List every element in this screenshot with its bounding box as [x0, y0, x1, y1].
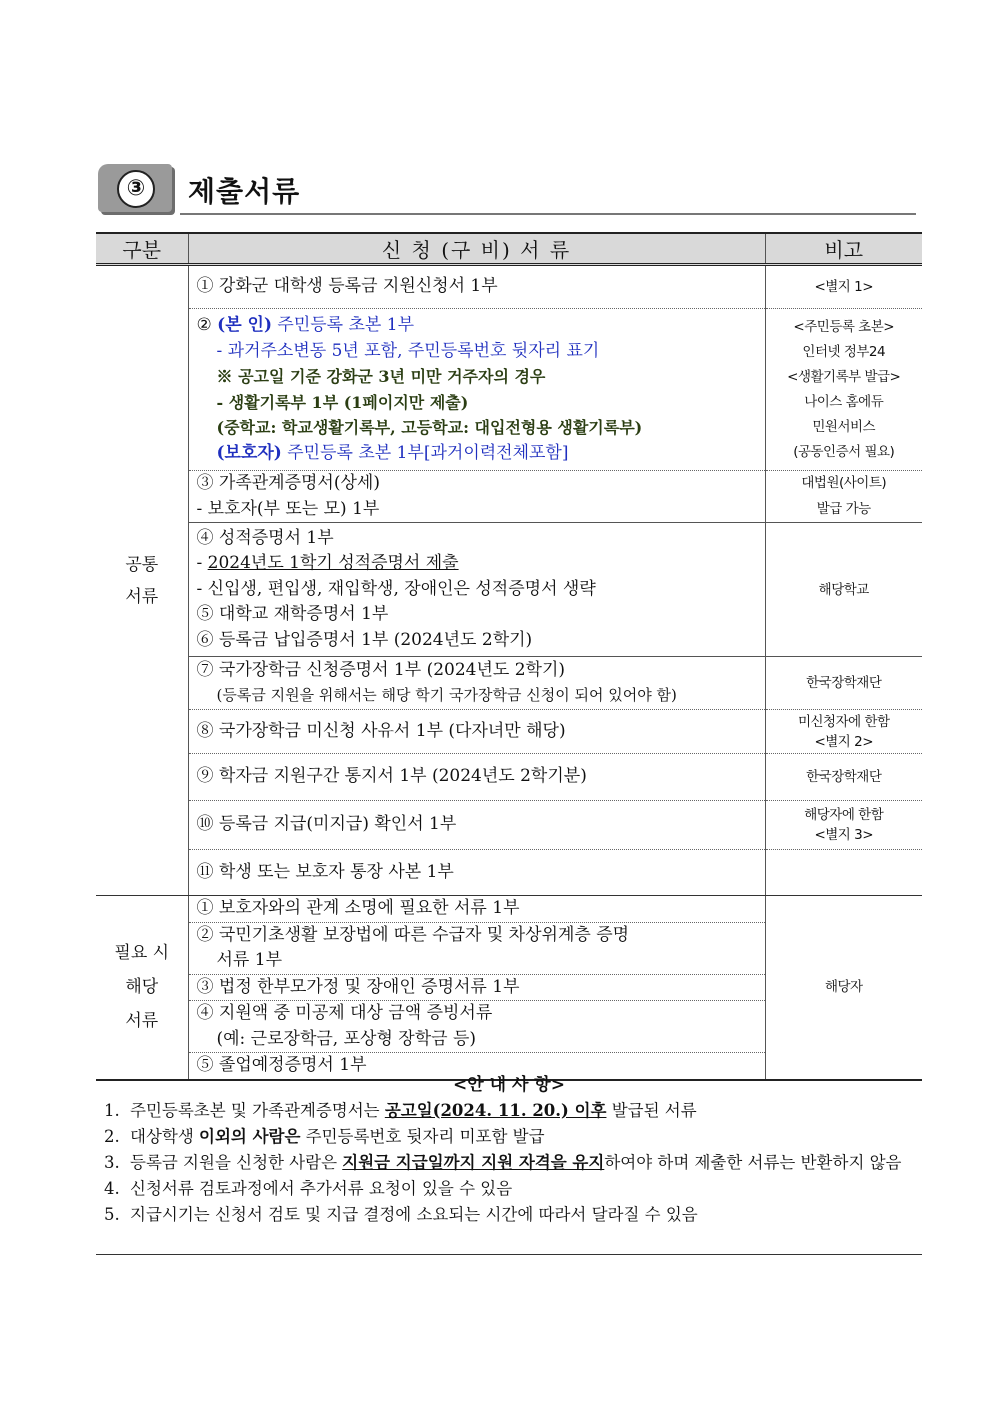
doc-application-form: ① 강화군 대학생 등록금 지원신청서 1부: [188, 265, 765, 309]
header-remarks: 비고: [765, 233, 922, 265]
table-row: [96, 523, 922, 657]
notice-list: [96, 1098, 922, 1228]
header-documents: 신 청 (구 비) 서 류: [188, 233, 765, 265]
section-number: ③: [117, 170, 155, 208]
doc-bankbook-copy: ⑪ 학생 또는 보호자 통장 사본 1부: [188, 850, 765, 896]
note-attachment-2: 미신청자에 한함 <별지 2>: [765, 710, 922, 754]
doc-expected-graduation: ⑤ 졸업예정증명서 1부: [188, 1053, 765, 1080]
doc-support-bracket-notice: ⑨ 학자금 지원구간 통지서 1부 (2024년도 2학기분): [188, 754, 765, 801]
doc-basic-livelihood-proof: ② 국민기초생활 보장법에 따른 수급자 및 차상위계층 증명 서류 1부: [188, 922, 765, 974]
note-school: 해당학교: [765, 523, 922, 657]
notice-title: <안 내 사 항>: [453, 1075, 565, 1095]
notice-item: 5. 지급시기는 신청서 검토 및 지급 결정에 소요되는 시간에 따라서 달라질 수 있음: [104, 1205, 698, 1224]
section-underline: [180, 213, 916, 215]
section-title: 제출서류: [188, 175, 301, 208]
header-category: 구분: [96, 233, 188, 265]
note-court-site: 대법원(사이트) 발급 가능: [765, 471, 922, 523]
doc-resident-registration: ② (본 인) 주민등록 초본 1부 - 과거주소변동 5년 포함, 주민등록번호 뒷자리 표기 ※ 공고일 기준 강화군 3년 미만 거주자의 경우 - 생활기록부 1부 (1페이지만 제출) (중학교: 학교생활기록부, 고등학교: 대입전형용 생활기록부) (보호자) 주민등록 초본 1부[과거이력전체포함]: [188, 309, 765, 471]
table-row: [96, 471, 922, 523]
note-kosaf-1: 한국장학재단: [765, 657, 922, 710]
note-attachment-3: 해당자에 한함 <별지 3>: [765, 801, 922, 850]
doc-tuition-payment-confirmation: ⑩ 등록금 지급(미지급) 확인서 1부: [188, 801, 765, 850]
documents-table: [96, 232, 922, 1081]
doc-national-scholarship-application: ⑦ 국가장학금 신청증명서 1부 (2024년도 2학기) (등록금 지원을 위해서는 해당 학기 국가장학금 신청이 되어 있어야 함): [188, 657, 765, 710]
table-row: [96, 710, 922, 754]
table-row: [96, 754, 922, 801]
doc-single-parent-disability-proof: ③ 법정 한부모가정 및 장애인 증명서류 1부: [188, 974, 765, 1001]
category-common: 공통 서류: [96, 265, 188, 896]
notice-bottom-rule: [96, 1254, 922, 1255]
notice-section: [96, 1072, 922, 1228]
note-issuance-info: <주민등록 초본> 인터넷 정부24 <생활기록부 발급> 나이스 홈에듀 민원서비스 (공동인증서 필요): [765, 309, 922, 471]
doc-non-application-reason: ⑧ 국가장학금 미신청 사유서 1부 (다자녀만 해당): [188, 710, 765, 754]
category-optional: 필요 시 해당 서류: [96, 896, 188, 1080]
table-row: [96, 801, 922, 850]
section-number-badge: [98, 164, 172, 212]
notice-item: 3. 등록금 지원을 신청한 사람은 지원금 지급일까지 지원 자격을 유지하여야 하며 제출한 서류는 반환하지 않음: [104, 1153, 902, 1172]
table-row: [96, 265, 922, 309]
section-header: [96, 160, 918, 220]
table-row: [96, 896, 922, 923]
note-kosaf-2: 한국장학재단: [765, 754, 922, 801]
table-header-row: [96, 233, 922, 265]
doc-family-certificate: ③ 가족관계증명서(상세) - 보호자(부 또는 모) 1부: [188, 471, 765, 523]
doc-relationship-proof: ① 보호자와의 관계 소명에 필요한 서류 1부: [188, 896, 765, 923]
note-empty: [765, 850, 922, 896]
notice-item: 2. 대상학생 이외의 사람은 주민등록번호 뒷자리 미포함 발급: [104, 1127, 545, 1146]
table-row: [96, 657, 922, 710]
table-row: [96, 850, 922, 896]
notice-item: 1. 주민등록초본 및 가족관계증명서는 공고일(2024. 11. 20.) 이후 발급된 서류: [104, 1101, 697, 1120]
doc-school-certificates: ④ 성적증명서 1부 - 2024년도 1학기 성적증명서 제출 - 신입생, 편입생, 재입학생, 장애인은 성적증명서 생략 ⑤ 대학교 재학증명서 1부 ⑥ 등록금 납입증명서 1부 (2024년도 2학기): [188, 523, 765, 657]
note-applicable-person: 해당자: [765, 896, 922, 1080]
notice-item: 4. 신청서류 검토과정에서 추가서류 요청이 있을 수 있음: [104, 1179, 513, 1198]
table-row: [96, 309, 922, 471]
note-attachment-1: <별지 1>: [765, 265, 922, 309]
doc-non-deduction-evidence: ④ 지원액 중 미공제 대상 금액 증빙서류 (예: 근로장학금, 포상형 장학금 등): [188, 1001, 765, 1053]
